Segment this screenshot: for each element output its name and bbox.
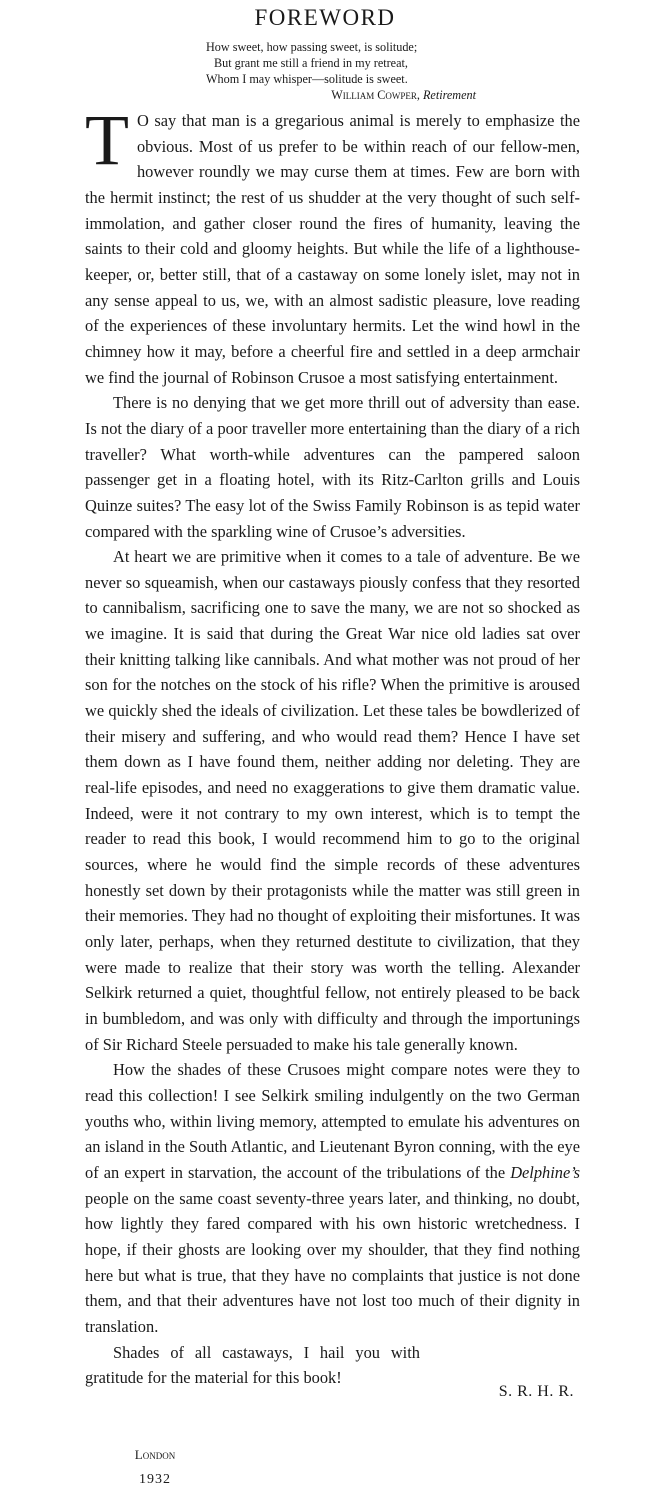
foreword-body — [85, 100, 580, 1401]
dateline-year: 1932 — [139, 1472, 171, 1487]
author-signature: S. R. H. R. — [498, 1383, 574, 1401]
page-title: FOREWORD — [254, 5, 396, 30]
paragraph: At heart we are primitive when it comes to a tale of adventure. Be we never so squeamish, when our castaways piously confess that they resorted to cannibalism, sacrificing one to save the many, we are not so shocked as we imagine. It is said that during the Great War nice old ladies sat over their knitting talking like cannibals. And what mother was not proud of her son for the notches on the stock of his rifle? When the primitive is aroused we quickly shed the ideals of civilization. Let these tales be bowdlerized of their misery and suffering, and who would read them? Hence I have set them down as I have found them, neither adding nor deleting. They are real-life episodes, and need no exaggerations to give them dramatic value. Indeed, were it not contrary to my own interest, which is to tempt the reader to read this book, I would recommend him to go to the original sources, where he would find the simple records of these adventures honestly set down by their protagonists while the matter was still green in their memories. They had no thought of exploiting their misfortunes. It was only later, perhaps, when they returned destitute to civilization, that they were made to realize that their story was worth the telling. Alexander Selkirk returned a quiet, thoughtful fellow, not entirely pleased to be back in bumbledom, and was only with difficulty and through the importunings of Sir Richard Steele persuaded to make his tale generally known. — [85, 547, 580, 1054]
epigraph-line: How sweet, how passing sweet, is solitude; — [206, 40, 418, 54]
epigraph-attribution: William Cowper, Retirement — [331, 88, 476, 102]
epigraph-work: Retirement — [422, 88, 476, 102]
epigraph — [200, 39, 490, 103]
paragraph-text: people on the same coast seventy-three years later, and thinking, no doubt, how lightly they fared compared with his own historic wretchedness. I hope, if their ghosts are looking over my shoulder, that they find nothing here but what is true, that they have no complaints that justice is not done them, and that their adventures have not lost too much of their dignity in translation. — [85, 1188, 580, 1336]
dateline — [105, 1442, 205, 1492]
paragraph-text: How the shades of these Crusoes might compare notes were they to read this collection! I see Selkirk smiling indulgently on the two German youths who, within living memory, attempted to emulate his adventures on an island in the South Atlantic, and Lieutenant Byron conning, with the eye of an expert in starvation, the account of the tribulations of the — [85, 1060, 580, 1182]
paragraph — [85, 1057, 580, 1339]
dateline-place: London — [134, 1447, 176, 1462]
drop-cap: T — [85, 100, 129, 180]
paragraph-text: O say that man is a gregarious animal is merely to emphasize the obvious. Most of us prefer to be within reach of our fellow-men, however roundly we may curse them at times. Few are born with the hermit instinct; the rest of us shudder at the very thought of such self-immolation, and gather closer round the fires of humanity, leaving the saints to their cold and gloomy heights. But while the life of a lighthouse-keeper, or, better still, that of a castaway on some lonely islet, may not in any sense appeal to us, we, with an almost sadistic pleasure, love reading of the experiences of these involuntary hermits. Let the wind howl in the chimney how it may, before a cheerful fire and settled in a deep armchair we find the journal of Robinson Crusoe a most satisfying entertainment. — [85, 111, 580, 387]
epigraph-line: But grant me still a friend in my retreat, — [214, 56, 408, 70]
closing-paragraph: Shades of all castaways, I hail you with gratitude for the material for this book! — [85, 1342, 420, 1388]
signoff-row — [85, 1340, 580, 1401]
paragraph — [85, 100, 580, 390]
epigraph-line: Whom I may whisper—solitude is sweet. — [206, 72, 408, 86]
paragraph: There is no denying that we get more thrill out of adversity than ease. Is not the diary of a poor traveller more entertaining than the diary of a rich traveller? What worth-while adventures can the pampered saloon passenger get in a floating hotel, with its Ritz-Carlton grills and Louis Quinze suites? The easy lot of the Swiss Family Robinson is as tepid water compared with the sparkling wine of Crusoe’s adversities. — [85, 393, 580, 541]
ship-name: Delphine’s — [510, 1162, 580, 1182]
epigraph-author: William Cowper — [331, 88, 417, 102]
